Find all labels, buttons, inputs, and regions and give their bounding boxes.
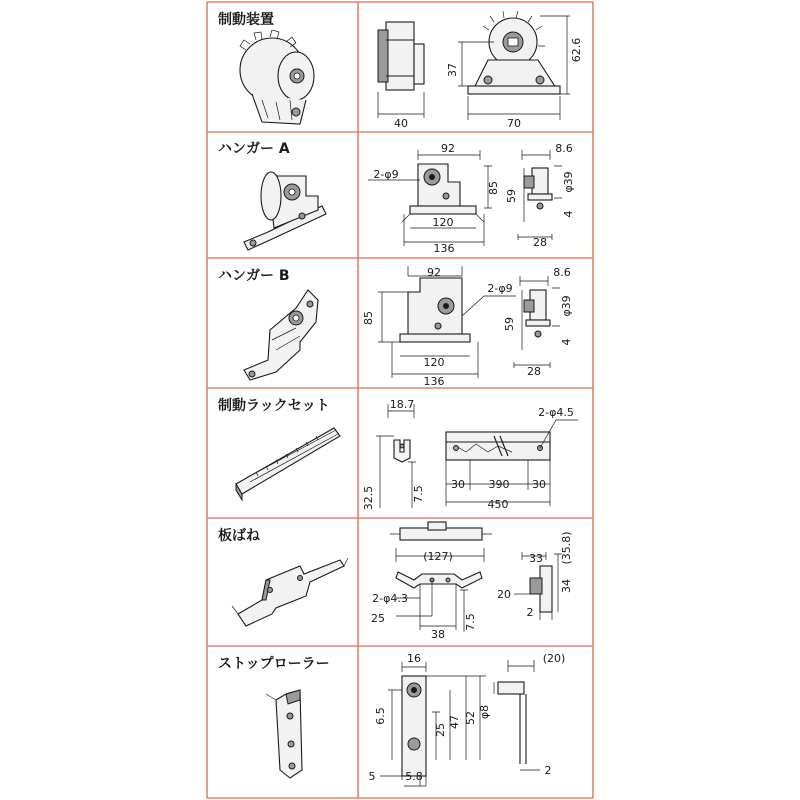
dim-label: 70	[507, 117, 521, 130]
dim-label: 2-φ4.3	[372, 592, 408, 605]
dim-label: 136	[423, 375, 445, 388]
part-name-stop-roller: ストップローラー	[218, 656, 330, 672]
dim-label: (127)	[423, 550, 453, 563]
dim-label: 52	[464, 711, 477, 725]
dim-label: 7.5	[464, 613, 477, 631]
stop-roller-illustration	[266, 690, 302, 778]
dim-label: 62.6	[570, 37, 583, 63]
dim-label: φ8	[478, 704, 491, 720]
dim-label: 2-φ9	[373, 168, 399, 181]
dim-label: 59	[505, 189, 518, 203]
part-name-brake-rack-set: 制動ラックセット	[218, 398, 330, 414]
part-name-brake-unit: 制動装置	[218, 12, 274, 28]
dim-label: 2	[526, 606, 534, 619]
dim-label: 6.5	[374, 707, 387, 725]
dim-label: 18.7	[389, 398, 415, 411]
dim-label: 120	[432, 216, 454, 229]
hanger-a-illustration	[244, 172, 326, 250]
part-name-leaf-spring: 板ばね	[218, 528, 260, 544]
dim-label: 30	[451, 478, 465, 491]
dim-label: 5	[368, 770, 376, 783]
dim-label: 92	[441, 142, 455, 155]
dim-label: 450	[487, 498, 509, 511]
part-name-hanger-b: ハンガー B	[218, 268, 290, 284]
brake-unit-drawing	[378, 11, 570, 120]
dim-label: 2-φ9	[487, 282, 513, 295]
dim-label: 28	[533, 236, 547, 249]
dim-label: 2-φ4.5	[538, 406, 574, 419]
dim-label: 25	[371, 612, 385, 625]
dim-label: 2	[544, 764, 552, 777]
dim-label: 7.5	[412, 485, 425, 503]
dim-label: 85	[362, 311, 375, 325]
dim-label: 92	[427, 266, 441, 279]
dim-label: φ39	[562, 171, 575, 193]
dim-label: 120	[423, 356, 445, 369]
dim-label: φ39	[560, 295, 573, 317]
dim-label: 390	[488, 478, 510, 491]
dim-label: 4	[560, 338, 573, 346]
dim-label: 33	[529, 552, 543, 565]
dim-label: 25	[434, 723, 447, 737]
hanger-a-drawing	[368, 150, 562, 246]
dim-label: 30	[532, 478, 546, 491]
dim-label: 34	[560, 579, 573, 593]
dim-label: 4	[562, 210, 575, 218]
leaf-spring-illustration	[232, 558, 348, 626]
hanger-b-drawing	[378, 266, 560, 378]
dim-label: 8.6	[553, 266, 571, 279]
dim-label: 5.8	[405, 770, 423, 783]
part-name-hanger-a: ハンガー A	[218, 141, 290, 157]
dim-label: 85	[487, 181, 500, 195]
brake-unit-illustration	[240, 30, 314, 124]
dim-label: (20)	[542, 652, 566, 665]
dim-label: 37	[446, 63, 459, 77]
hanger-b-illustration	[244, 290, 318, 380]
dim-label: 136	[433, 242, 455, 255]
dim-label: 32.5	[362, 485, 375, 511]
dim-label: 28	[527, 365, 541, 378]
brake-rack-illustration	[236, 428, 340, 500]
dim-label: (35.8)	[560, 531, 573, 565]
dim-label: 38	[431, 628, 445, 641]
dim-label: 16	[407, 652, 421, 665]
dim-label: 59	[503, 317, 516, 331]
dim-label: 20	[497, 588, 511, 601]
brake-rack-drawing	[376, 404, 578, 508]
dim-label: 8.6	[555, 142, 573, 155]
dim-label: 47	[448, 715, 461, 729]
dim-label: 40	[394, 117, 408, 130]
